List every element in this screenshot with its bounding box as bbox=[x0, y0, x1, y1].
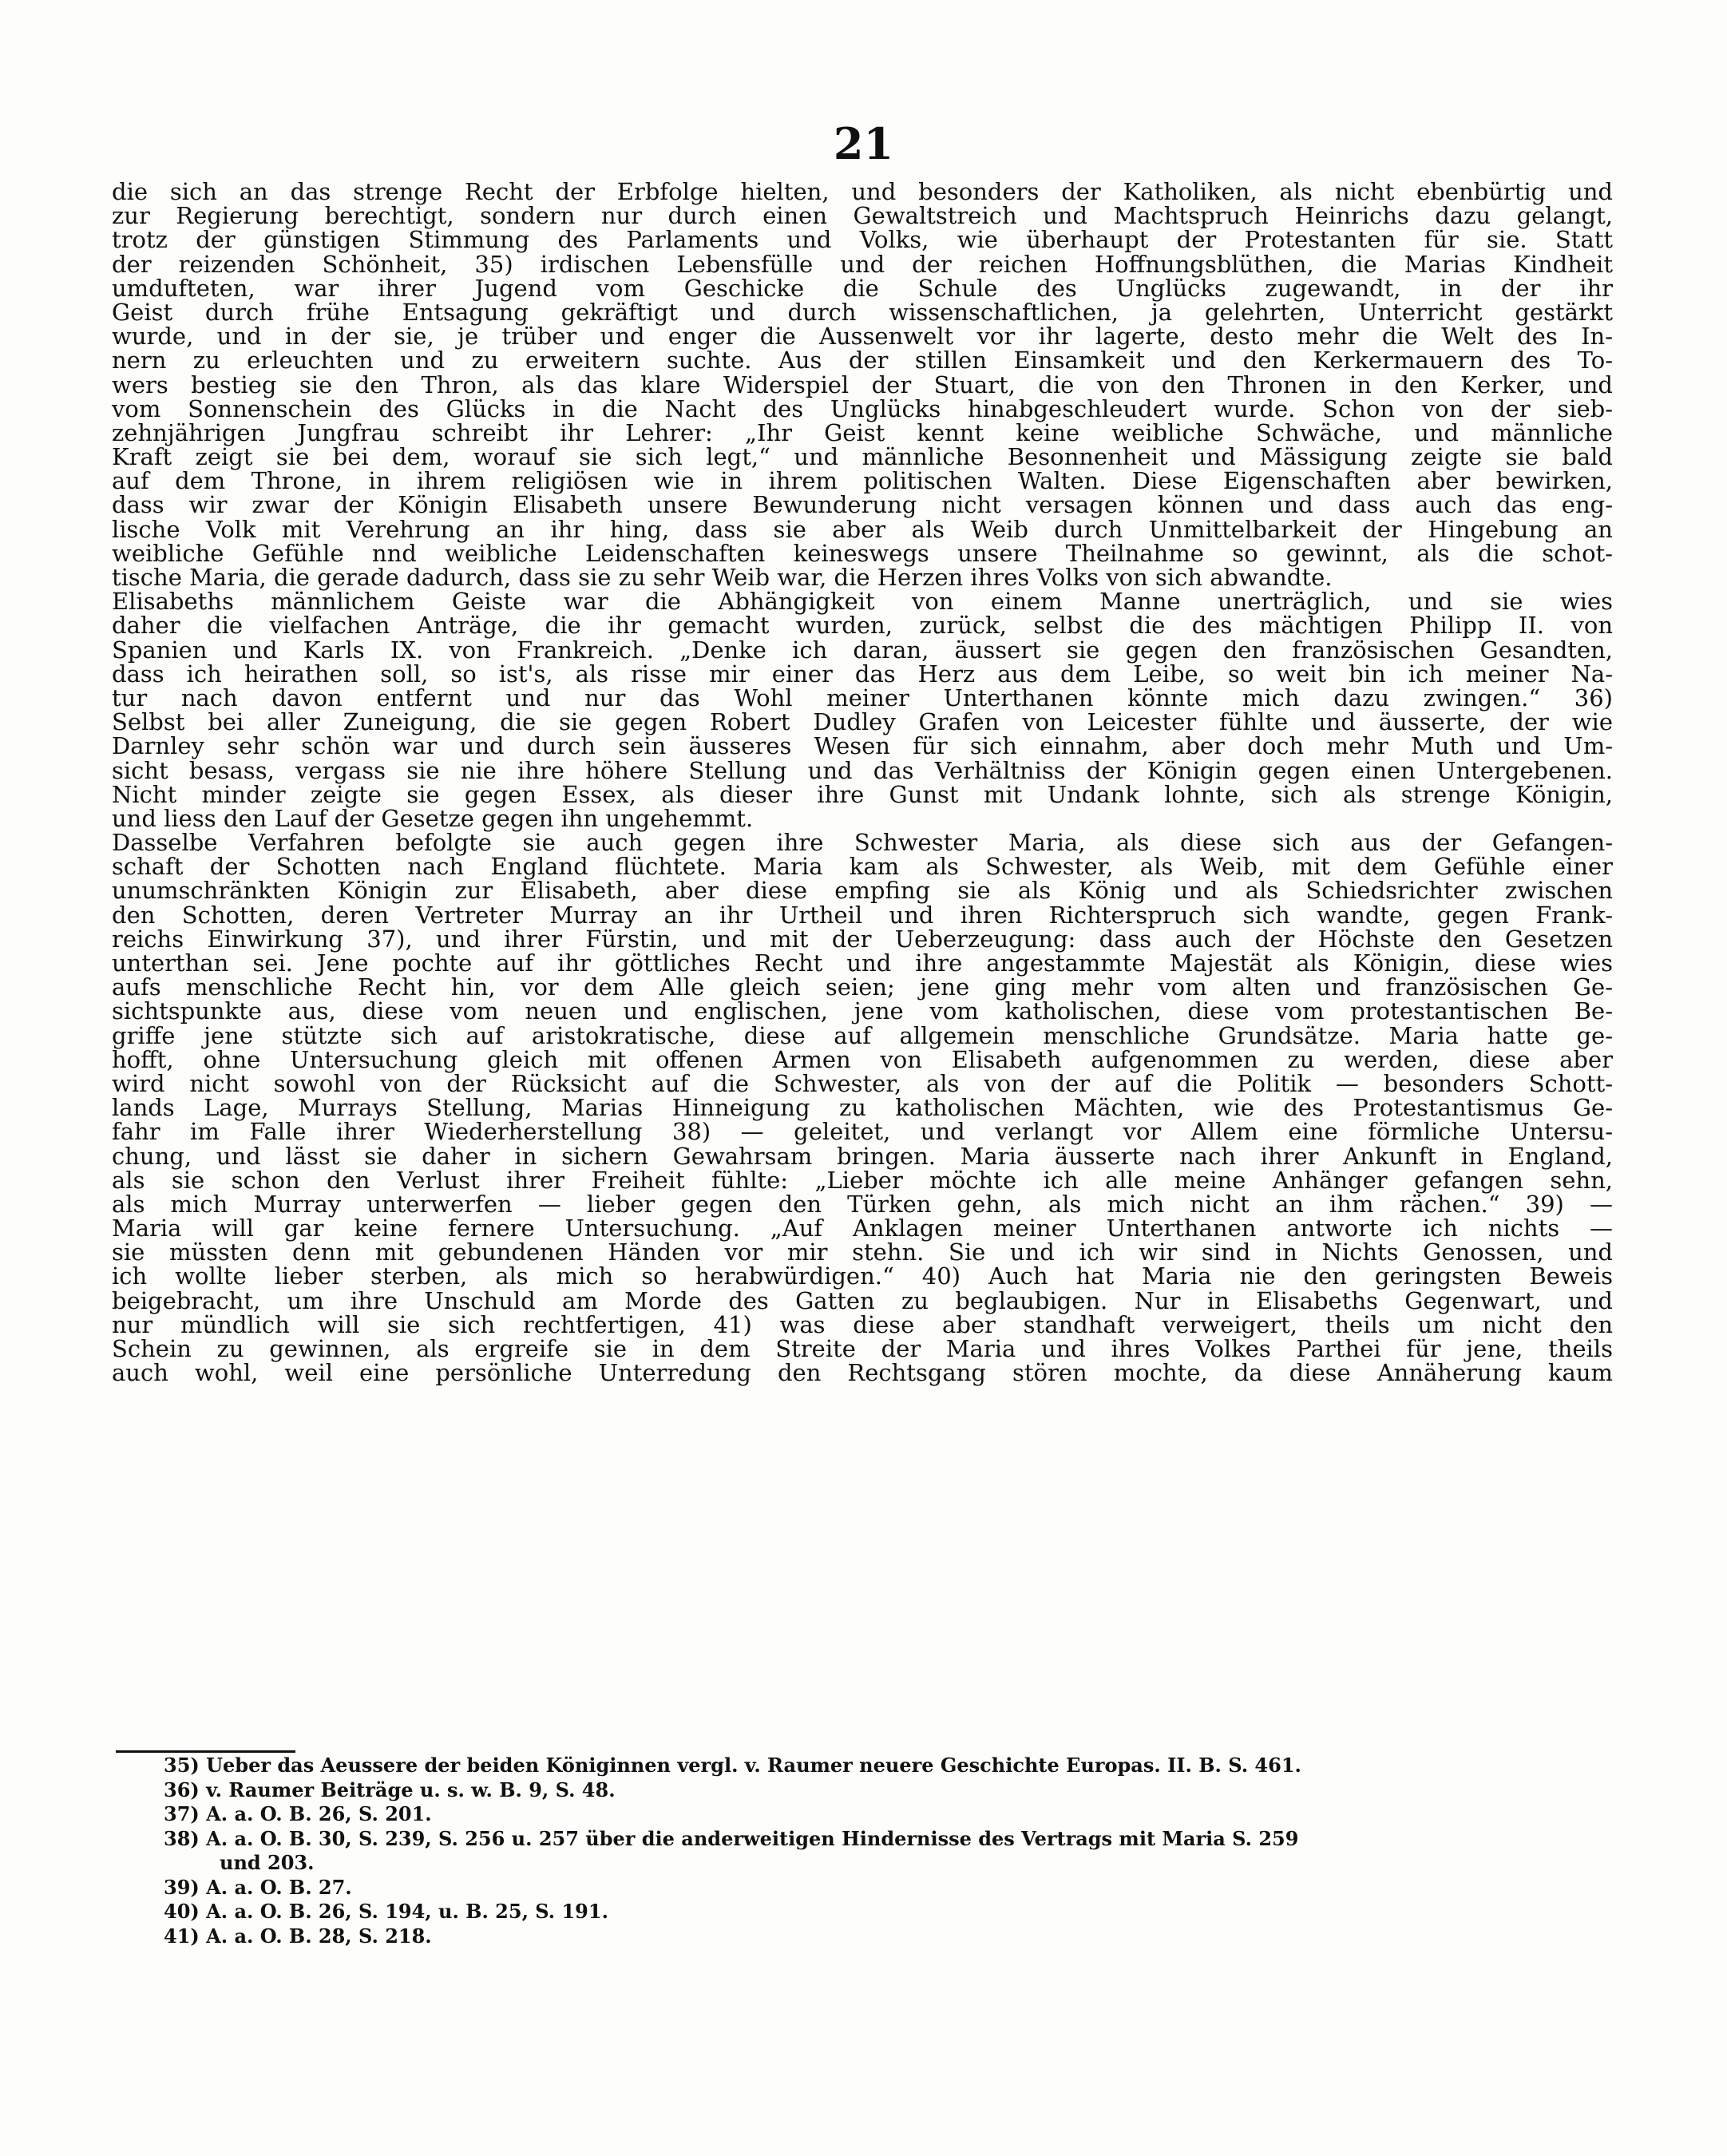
text-line: fahr im Falle ihrer Wiederherstellung 38) — geleitet, und verlangt vor Allem eine förmliche Untersu- bbox=[112, 1118, 1613, 1146]
footnote: 37) A. a. O. B. 26, S. 201. bbox=[164, 1802, 432, 1825]
text-line: Schein zu gewinnen, als ergreife sie in dem Streite der Maria und ihres Volkes Parthei für jene, theils bbox=[112, 1335, 1613, 1362]
text-line: beigebracht, um ihre Unschuld am Morde des Gatten zu beglaubigen. Nur in Elisabeths Gegenwart, und bbox=[112, 1286, 1613, 1314]
text-line: vom Sonnenschein des Glücks in die Nacht des Unglücks hinabgeschleudert wurde. Schon von der sieb- bbox=[112, 394, 1613, 422]
text-line: umdufteten, war ihrer Jugend vom Geschicke die Schule des Unglücks zugewandt, in der ihr bbox=[112, 274, 1613, 302]
text-line: ich wollte lieber sterben, als mich so herabwürdigen.“ 40) Auch hat Maria nie den geringsten Beweis bbox=[112, 1262, 1613, 1290]
text-line: wurde, und in der sie, je trüber und enger die Aussenwelt vor ihr lagerte, desto mehr die Welt des In- bbox=[112, 323, 1613, 351]
footnote: 38) A. a. O. B. 30, S. 239, S. 256 u. 257 über die anderweitigen Hindernisse des Vertrags mit Maria S. 259 bbox=[164, 1826, 1299, 1850]
text-line: unumschränkten Königin zur Elisabeth, aber diese empfing sie als König und als Schiedsrichter zwischen bbox=[112, 877, 1613, 905]
text-line: trotz der günstigen Stimmung des Parlaments und Volks, wie überhaupt der Protestanten für sie. Statt bbox=[112, 226, 1613, 254]
text-line: auch wohl, weil eine persönliche Unterredung den Rechtsgang stören mochte, da diese Annäherung kaum bbox=[112, 1359, 1613, 1387]
text-line: Spanien und Karls IX. von Frankreich. „Denke ich daran, äussert sie gegen den französischen Gesandten, bbox=[112, 636, 1613, 664]
text-line: und liess den Lauf der Gesetze gegen ihn ungehemmt. bbox=[112, 804, 754, 832]
footnote: 39) A. a. O. B. 27. bbox=[164, 1875, 352, 1899]
text-line: Selbst bei aller Zuneigung, die sie gegen Robert Dudley Grafen von Leicester fühlte und äusserte, der wie bbox=[112, 708, 1613, 736]
text-line: wird nicht sowohl von der Rücksicht auf die Schwester, als von der auf die Politik — besonders Schott- bbox=[112, 1069, 1613, 1097]
text-line: unterthan sei. Jene pochte auf ihr göttliches Recht und ihre angestammte Majestät als Königin, diese wies bbox=[112, 949, 1613, 977]
text-line: Geist durch frühe Entsagung gekräftigt und durch wissenschaftlichen, ja gelehrten, Unterricht gestärkt bbox=[112, 298, 1613, 326]
text-line: lische Volk mit Verehrung an ihr hing, dass sie aber als Weib durch Unmittelbarkeit der Hingebung an bbox=[112, 515, 1613, 543]
text-line: wers bestieg sie den Thron, als das klare Widerspiel der Stuart, die von den Thronen in den Kerker, und bbox=[112, 371, 1613, 398]
text-line: sie müssten denn mit gebundenen Händen vor mir stehn. Sie und ich wir sind in Nichts Genossen, und bbox=[112, 1239, 1613, 1266]
text-line: griffe jene stützte sich auf aristokratische, diese auf allgemein menschliche Grundsätze. Maria hatte ge- bbox=[112, 1021, 1613, 1049]
footnote: 35) Ueber das Aeussere der beiden Königinnen vergl. v. Raumer neuere Geschichte Europas. II. B. S. 461. bbox=[164, 1754, 1301, 1777]
text-line: chung, und lässt sie daher in sichern Gewahrsam bringen. Maria äusserte nach ihrer Ankunft in England, bbox=[112, 1142, 1613, 1170]
body-text bbox=[112, 180, 1613, 1385]
text-line: Maria will gar keine fernere Untersuchung. „Auf Anklagen meiner Unterthanen antworte ich nichts — bbox=[112, 1215, 1613, 1242]
text-line: dass ich heirathen soll, so ist's, als risse mir einer das Herz aus dem Leibe, so weit bin ich meiner Na- bbox=[112, 660, 1613, 688]
text-line: lands Lage, Murrays Stellung, Marias Hinneigung zu katholischen Mächten, wie des Protestantismus Ge- bbox=[112, 1094, 1613, 1122]
text-line: aufs menschliche Recht hin, vor dem Alle gleich seien; jene ging mehr vom alten und französischen Ge- bbox=[112, 973, 1613, 1001]
text-line: auf dem Throne, in ihrem religiösen wie in ihrem politischen Walten. Diese Eigenschaften aber bewirken, bbox=[112, 467, 1613, 495]
text-line: Elisabeths männlichem Geiste war die Abhängigkeit von einem Manne unerträglich, und sie wies bbox=[112, 588, 1613, 616]
text-line: nern zu erleuchten und zu erweitern suchte. Aus der stillen Einsamkeit und den Kerkermauern des To- bbox=[112, 347, 1613, 375]
text-line: die sich an das strenge Recht der Erbfolge hielten, und besonders der Katholiken, als nicht ebenbürtig und bbox=[112, 178, 1613, 205]
text-line: sichtspunkte aus, diese vom neuen und englischen, jene vom katholischen, diese vom protestantischen Be- bbox=[112, 997, 1613, 1025]
text-line: der reizenden Schönheit, 35) irdischen Lebensfülle und der reichen Hoffnungsblüthen, die Marias Kindheit bbox=[112, 250, 1613, 278]
text-line: Dasselbe Verfahren befolgte sie auch gegen ihre Schwester Maria, als diese sich aus der Gefangen- bbox=[112, 829, 1613, 857]
footnote-divider bbox=[116, 1750, 295, 1753]
text-line: Darnley sehr schön war und durch sein äusseres Wesen für sich einnahm, aber doch mehr Muth und Um- bbox=[112, 732, 1613, 760]
footnote: 41) A. a. O. B. 28, S. 218. bbox=[164, 1924, 432, 1948]
text-line: daher die vielfachen Anträge, die ihr gemacht wurden, zurück, selbst die des mächtigen Philipp II. von bbox=[112, 612, 1613, 640]
text-line: weibliche Gefühle nnd weibliche Leidenschaften keineswegs unsere Theilnahme so gewinnt, als die schot- bbox=[112, 539, 1613, 567]
text-line: sicht besass, vergass sie nie ihre höhere Stellung und das Verhältniss der Königin gegen einen Untergebenen. bbox=[112, 756, 1613, 784]
text-line: tur nach davon entfernt und nur das Wohl meiner Unterthanen könnte mich dazu zwingen.“ 36) bbox=[112, 684, 1613, 711]
text-line: als sie schon den Verlust ihrer Freiheit fühlte: „Lieber möchte ich alle meine Anhänger gefangen sehn, bbox=[112, 1166, 1613, 1194]
text-line: hofft, ohne Untersuchung gleich mit offenen Armen von Elisabeth aufgenommen zu werden, diese aber bbox=[112, 1045, 1613, 1073]
text-line: nur mündlich will sie sich rechtfertigen, 41) was diese aber standhaft verweigert, theils um nicht den bbox=[112, 1310, 1613, 1338]
page-number: 21 bbox=[833, 118, 894, 169]
text-line: dass wir zwar der Königin Elisabeth unsere Bewunderung nicht versagen können und dass auch das eng- bbox=[112, 491, 1613, 519]
text-line: als mich Murray unterwerfen — lieber gegen den Türken gehn, als mich nicht an ihm rächen.“ 39) — bbox=[112, 1190, 1613, 1218]
text-line: zur Regierung berechtigt, sondern nur durch einen Gewaltstreich und Machtspruch Heinrichs dazu gelangt, bbox=[112, 202, 1613, 230]
text-line: reichs Einwirkung 37), und ihrer Fürstin, und mit der Ueberzeugung: dass auch der Höchste den Gesetzen bbox=[112, 925, 1613, 953]
text-line: zehnjährigen Jungfrau schreibt ihr Lehrer: „Ihr Geist kennt keine weibliche Schwäche, und männliche bbox=[112, 418, 1613, 446]
footnote-continuation: und 203. bbox=[220, 1851, 315, 1874]
footnotes bbox=[164, 1754, 1613, 1948]
text-line: den Schotten, deren Vertreter Murray an ihr Urtheil und ihren Richterspruch sich wandte, gegen Frank- bbox=[112, 901, 1613, 929]
footnote: 36) v. Raumer Beiträge u. s. w. B. 9, S. 48. bbox=[164, 1778, 616, 1801]
footnote: 40) A. a. O. B. 26, S. 194, u. B. 25, S. 191. bbox=[164, 1900, 608, 1923]
text-line: Nicht minder zeigte sie gegen Essex, als dieser ihre Gunst mit Undank lohnte, sich als strenge Königin, bbox=[112, 780, 1613, 808]
text-line: tische Maria, die gerade dadurch, dass sie zu sehr Weib war, die Herzen ihres Volks von sich abwandte. bbox=[112, 564, 1333, 591]
text-line: Kraft zeigt sie bei dem, worauf sie sich legt,“ und männliche Besonnenheit und Mässigung zeigte sie bald bbox=[112, 443, 1613, 471]
text-line: schaft der Schotten nach England flüchtete. Maria kam als Schwester, als Weib, mit dem Gefühle einer bbox=[112, 853, 1613, 881]
